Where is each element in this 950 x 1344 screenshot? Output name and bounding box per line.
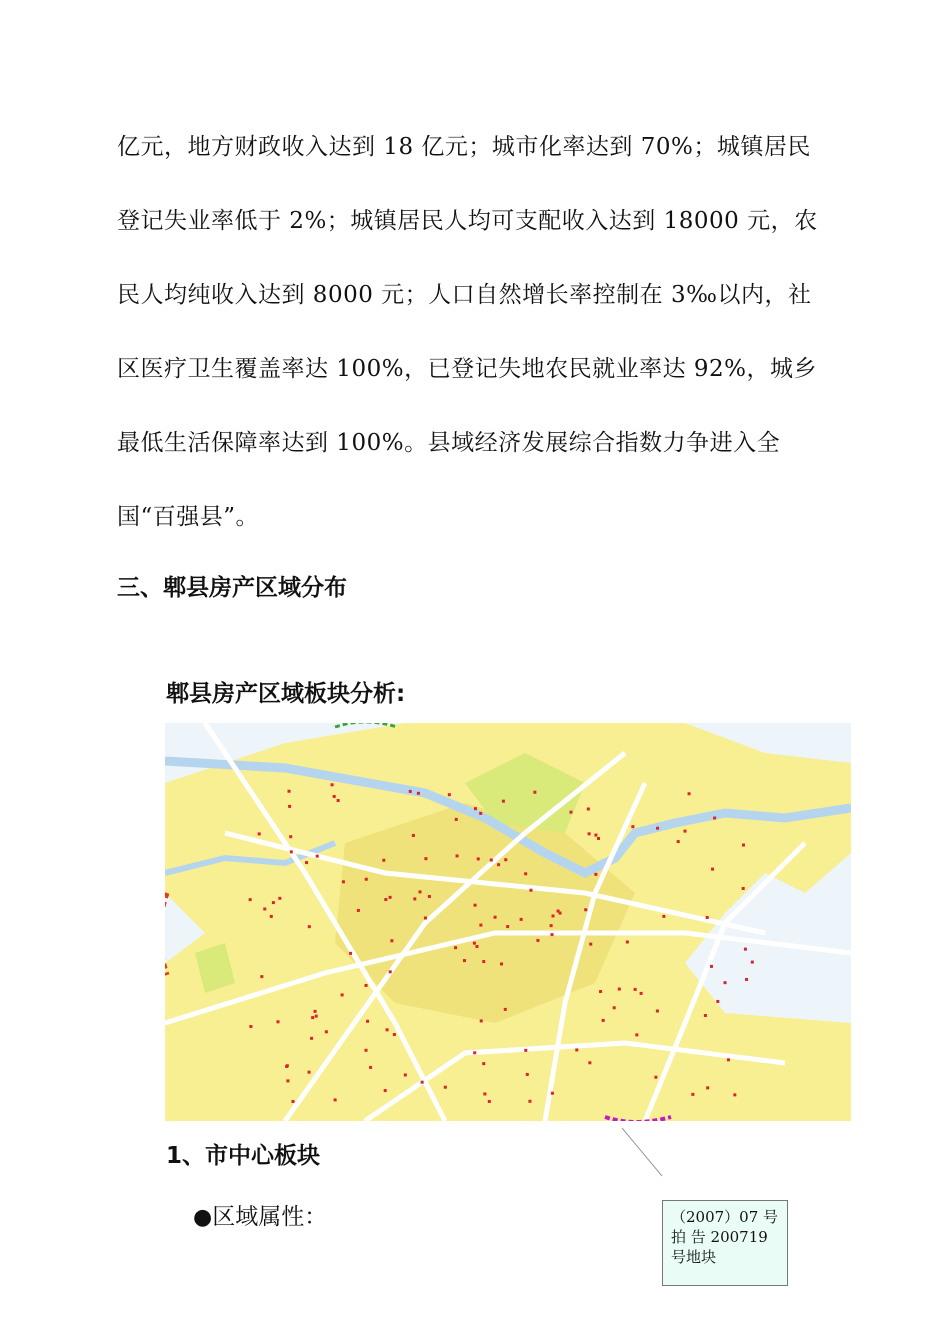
- map-poi-marker: [409, 790, 412, 793]
- map-poi-marker: [480, 1019, 483, 1022]
- map-poi-marker: [333, 795, 336, 798]
- block-heading: 1、市中心板块: [166, 1143, 321, 1169]
- map-poi-marker: [494, 916, 497, 919]
- map-poi-marker: [479, 924, 482, 927]
- map-poi-marker: [384, 1089, 387, 1092]
- map-poi-marker: [497, 863, 500, 866]
- section-heading: 三、郫县房产区域分布: [117, 575, 347, 601]
- map-poi-marker: [706, 916, 709, 919]
- map-poi-marker: [594, 834, 597, 837]
- map-poi-marker: [589, 943, 592, 946]
- map-poi-marker: [742, 887, 745, 890]
- map-poi-marker: [490, 859, 493, 862]
- map-poi-marker: [349, 952, 352, 955]
- map-poi-marker: [285, 1065, 288, 1068]
- map-poi-marker: [640, 992, 643, 995]
- map-poi-marker: [551, 914, 554, 917]
- map-poi-marker: [290, 850, 293, 853]
- map-poi-marker: [473, 1051, 476, 1054]
- map-poi-marker: [588, 1061, 591, 1064]
- map-poi-marker: [477, 857, 480, 860]
- map-poi-marker: [742, 844, 745, 847]
- map-poi-marker: [308, 1071, 311, 1074]
- map-poi-marker: [393, 1033, 396, 1036]
- map-poi-marker: [626, 940, 629, 943]
- map-poi-marker: [428, 895, 431, 898]
- map-poi-marker: [417, 792, 420, 795]
- map-poi-marker: [654, 1076, 657, 1079]
- map-poi-marker: [390, 939, 393, 942]
- paragraph-line: 民人均纯收入达到 8000 元；人口自然增长率控制在 3‰以内，社: [117, 282, 812, 308]
- map-poi-marker: [635, 1033, 638, 1036]
- map-poi-marker: [656, 1009, 659, 1012]
- district-map-image: [165, 723, 851, 1121]
- map-poi-marker: [315, 1015, 318, 1018]
- map-poi-marker: [751, 961, 754, 964]
- map-poi-marker: [342, 880, 345, 883]
- map-poi-marker: [260, 975, 263, 978]
- map-poi-marker: [365, 984, 368, 987]
- map-poi-marker: [424, 916, 427, 919]
- map-poi-marker: [594, 873, 597, 876]
- map-poi-marker: [384, 898, 387, 901]
- map-poi-marker: [631, 825, 634, 828]
- map-graphic: [165, 723, 851, 1121]
- map-poi-marker: [618, 988, 621, 991]
- map-poi-marker: [479, 812, 482, 815]
- map-poi-marker: [520, 918, 523, 921]
- map-poi-marker: [475, 945, 478, 948]
- map-poi-marker: [288, 805, 291, 808]
- map-poi-marker: [597, 837, 600, 840]
- map-poi-marker: [711, 868, 714, 871]
- map-poi-marker: [325, 1030, 328, 1033]
- map-poi-marker: [263, 907, 266, 910]
- map-poi-marker: [305, 861, 308, 864]
- map-poi-marker: [316, 855, 319, 858]
- map-poi-marker: [314, 1010, 317, 1013]
- map-poi-marker: [310, 1037, 313, 1040]
- map-poi-marker: [365, 878, 368, 881]
- map-poi-marker: [688, 792, 691, 795]
- map-poi-marker: [528, 1100, 531, 1103]
- map-poi-marker: [727, 1058, 730, 1061]
- map-poi-marker: [506, 925, 509, 928]
- map-poi-marker: [713, 817, 716, 820]
- plot-callout-box: [662, 1200, 788, 1286]
- map-poi-marker: [536, 939, 539, 942]
- map-poi-marker: [533, 791, 536, 794]
- map-poi-marker: [599, 990, 602, 993]
- map-poi-marker: [369, 1066, 372, 1069]
- map-poi-marker: [733, 1093, 736, 1096]
- map-poi-marker: [286, 1079, 289, 1082]
- map-poi-marker: [386, 1028, 389, 1031]
- map-poi-marker: [331, 783, 334, 786]
- map-poi-marker: [448, 793, 451, 796]
- map-poi-marker: [473, 942, 476, 945]
- map-poi-marker: [584, 908, 587, 911]
- body-paragraph: [117, 110, 833, 554]
- callout-line: （2007）07 号: [671, 1208, 779, 1226]
- map-poi-marker: [744, 948, 747, 951]
- map-poi-marker: [551, 1092, 554, 1095]
- map-poi-marker: [424, 857, 427, 860]
- callout-line: 号地块: [671, 1248, 717, 1266]
- map-poi-marker: [550, 933, 553, 936]
- map-poi-marker: [311, 1016, 314, 1019]
- map-poi-marker: [704, 1014, 707, 1017]
- map-poi-marker: [413, 897, 416, 900]
- map-poi-marker: [455, 818, 458, 821]
- map-poi-marker: [524, 1049, 527, 1052]
- map-poi-marker: [691, 1093, 694, 1096]
- map-poi-marker: [382, 859, 385, 862]
- map-poi-marker: [716, 1000, 719, 1003]
- map-poi-marker: [456, 854, 459, 857]
- map-poi-marker: [710, 965, 713, 968]
- map-poi-marker: [474, 904, 477, 907]
- paragraph-line: 区医疗卫生覆盖率达 100%，已登记失地农民就业率达 92%，城乡: [117, 356, 817, 382]
- map-poi-marker: [656, 827, 659, 830]
- map-poi-marker: [249, 1025, 252, 1028]
- map-poi-marker: [526, 1073, 529, 1076]
- map-poi-marker: [504, 1008, 507, 1011]
- map-poi-marker: [575, 1048, 578, 1051]
- map-poi-marker: [550, 924, 553, 927]
- bullet-item: [193, 1198, 327, 1231]
- map-poi-marker: [308, 925, 311, 928]
- map-poi-marker: [270, 915, 273, 918]
- map-poi-marker: [504, 858, 507, 861]
- map-poi-marker: [412, 834, 415, 837]
- paragraph-line: 国“百强县”。: [117, 504, 260, 530]
- paragraph-line: 登记失业率低于 2%；城镇居民人均可支配收入达到 18000 元，农: [117, 208, 818, 234]
- map-poi-marker: [366, 1020, 369, 1023]
- paragraph-line: 亿元，地方财政收入达到 18 亿元；城市化率达到 70%；城镇居民: [117, 134, 811, 160]
- map-poi-marker: [483, 1092, 486, 1095]
- map-poi-marker: [288, 790, 291, 793]
- map-poi-marker: [389, 970, 392, 973]
- map-poi-marker: [334, 1098, 337, 1101]
- map-poi-marker: [357, 909, 360, 912]
- map-poi-marker: [258, 832, 261, 835]
- map-poi-marker: [488, 1100, 491, 1103]
- map-poi-marker: [524, 872, 527, 875]
- map-poi-marker: [613, 1006, 616, 1009]
- subsection-heading: 郫县房产区域板块分析:: [166, 681, 406, 707]
- map-poi-marker: [249, 898, 252, 901]
- map-poi-marker: [500, 962, 503, 965]
- map-poi-marker: [683, 830, 686, 833]
- map-poi-marker: [474, 807, 477, 810]
- map-poi-marker: [529, 889, 532, 892]
- map-poi-marker: [292, 1100, 295, 1103]
- map-poi-marker: [341, 993, 344, 996]
- map-poi-marker: [289, 835, 292, 838]
- map-poi-marker: [278, 897, 281, 900]
- paragraph-line: 最低生活保障率达到 100%。县域经济发展综合指数力争进入全: [117, 430, 781, 456]
- bullet-label: 区域属性：: [212, 1204, 328, 1230]
- map-poi-marker: [724, 981, 727, 984]
- callout-line: 拍 告 200719: [671, 1228, 768, 1246]
- map-poi-marker: [272, 901, 275, 904]
- map-poi-marker: [588, 832, 591, 835]
- map-poi-marker: [463, 959, 466, 962]
- map-poi-marker: [454, 946, 457, 949]
- map-poi-marker: [365, 1049, 368, 1052]
- bullet-icon: ●: [193, 1205, 213, 1230]
- map-poi-marker: [421, 1081, 424, 1084]
- map-poi-marker: [502, 800, 505, 803]
- map-poi-marker: [602, 1019, 605, 1022]
- map-poi-marker: [662, 915, 665, 918]
- map-poi-marker: [677, 840, 680, 843]
- map-poi-marker: [277, 1020, 280, 1023]
- map-poi-marker: [482, 1062, 485, 1065]
- map-poi-marker: [634, 988, 637, 991]
- map-poi-marker: [389, 896, 392, 899]
- map-poi-marker: [418, 890, 421, 893]
- map-poi-marker: [337, 799, 340, 802]
- map-poi-marker: [557, 910, 560, 913]
- map-poi-marker: [444, 1086, 447, 1089]
- map-poi-marker: [404, 1073, 407, 1076]
- map-poi-marker: [569, 811, 572, 814]
- map-poi-marker: [587, 808, 590, 811]
- map-poi-marker: [745, 978, 748, 981]
- map-poi-marker: [482, 960, 485, 963]
- map-poi-marker: [706, 1086, 709, 1089]
